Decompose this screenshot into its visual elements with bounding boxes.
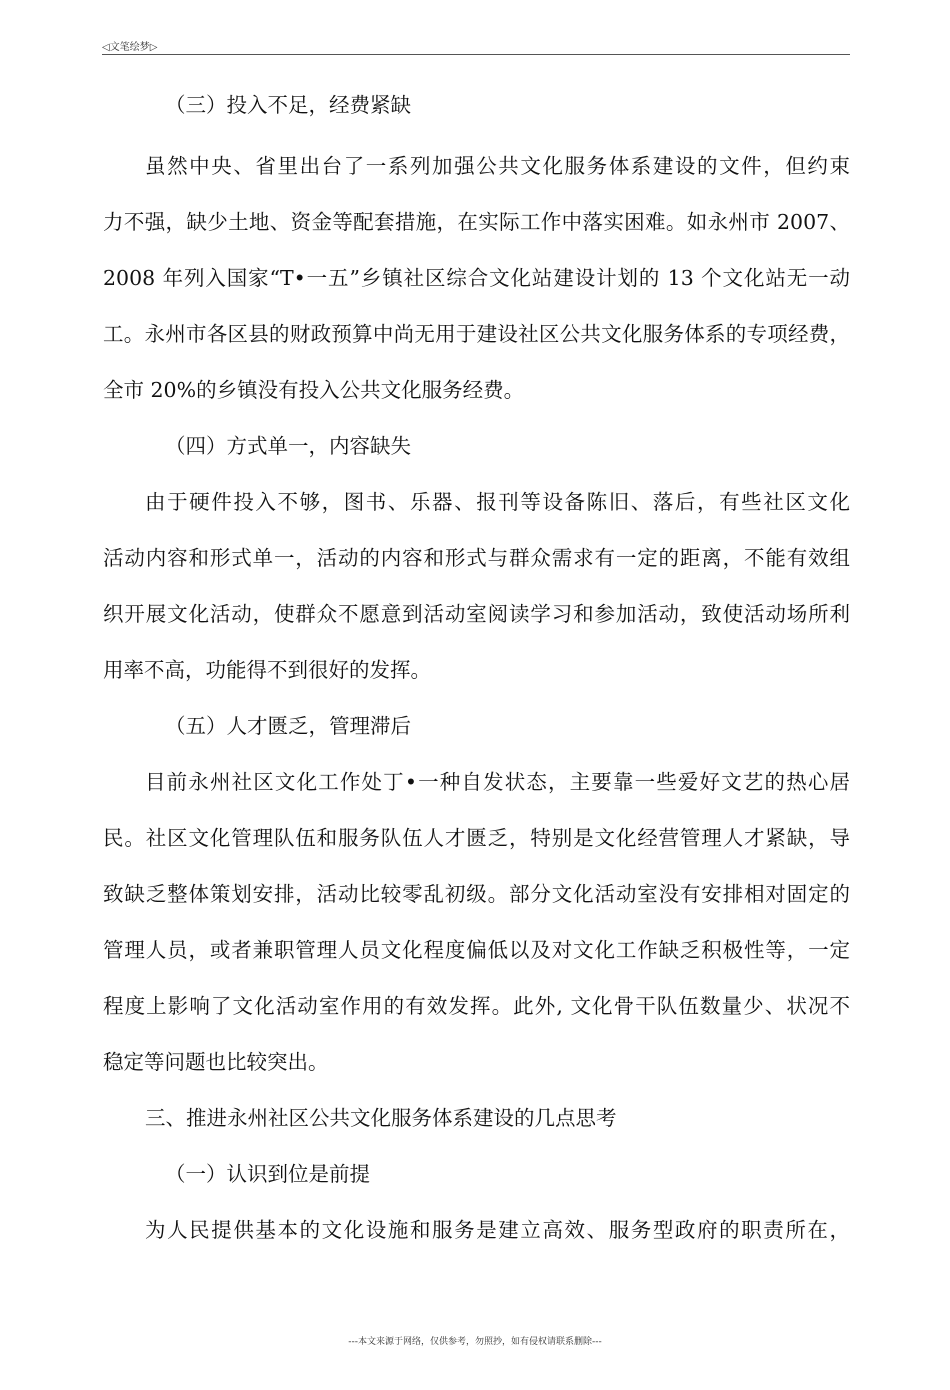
paragraph-line: 工。永州市各区县的财政预算中尚无用于建设社区公共文化服务体系的专项经费， <box>103 322 850 346</box>
section-heading-5: （五）人才匮乏，管理滞后 <box>165 714 411 738</box>
section-heading-3: （三）投入不足，经费紧缺 <box>165 93 411 117</box>
paragraph-line: 由于硬件投入不够，图书、乐器、报刊等设备陈旧、落后，有些社区文化 <box>145 490 850 514</box>
paragraph-line: 用率不高，功能得不到很好的发挥。 <box>103 658 431 682</box>
section-heading-4: （四）方式单一，内容缺失 <box>165 434 411 458</box>
paragraph-line: 虽然中央、省里出台了一系列加强公共文化服务体系建设的文件，但约束 <box>145 154 850 178</box>
page-footer: ---本文来源于网络，仅供参考，勿照抄，如有侵权请联系删除--- <box>348 1337 602 1347</box>
paragraph-line: 致缺乏整体策划安排，活动比较零乱初级。部分文化活动室没有安排相对固定的 <box>103 882 850 906</box>
document-body <box>103 92 850 1244</box>
chapter-heading: 三、推进永州社区公共文化服务体系建设的几点思考 <box>145 1106 617 1130</box>
header-divider <box>102 54 850 55</box>
paragraph-line: 管理人员，或者兼职管理人员文化程度偏低以及对文化工作缺乏积极性等，一定 <box>103 938 850 962</box>
paragraph-line: 为人民提供基本的文化设施和服务是建立高效、服务型政府的职责所在， <box>145 1218 850 1242</box>
page-header: ◁文笔绘梦▷ <box>102 42 158 53</box>
paragraph-line: 程度上影响了文化活动室作用的有效发挥。此外, 文化骨干队伍数量少、状况不 <box>103 994 850 1018</box>
paragraph-line: 活动内容和形式单一，活动的内容和形式与群众需求有一定的距离，不能有效组 <box>103 546 850 570</box>
paragraph-line: 全市 20%的乡镇没有投入公共文化服务经费。 <box>103 378 525 402</box>
paragraph-line: 织开展文化活动，使群众不愿意到活动室阅读学习和参加活动，致使活动场所利 <box>103 602 850 626</box>
section-heading-1: （一）认识到位是前提 <box>165 1162 370 1186</box>
paragraph-line: 力不强，缺少土地、资金等配套措施，在实际工作中落实困难。如永州市 2007、 <box>103 210 850 234</box>
paragraph-line: 民。社区文化管理队伍和服务队伍人才匮乏，特别是文化经营管理人才紧缺，导 <box>103 826 850 850</box>
paragraph-line: 稳定等问题也比较突出。 <box>103 1050 329 1074</box>
paragraph-line: 2008 年列入国家“T•一五”乡镇社区综合文化站建设计划的 13 个文化站无一动 <box>103 266 850 290</box>
paragraph-line: 目前永州社区文化工作处丁•一种自发状态，主要靠一些爱好文艺的热心居 <box>145 770 850 794</box>
